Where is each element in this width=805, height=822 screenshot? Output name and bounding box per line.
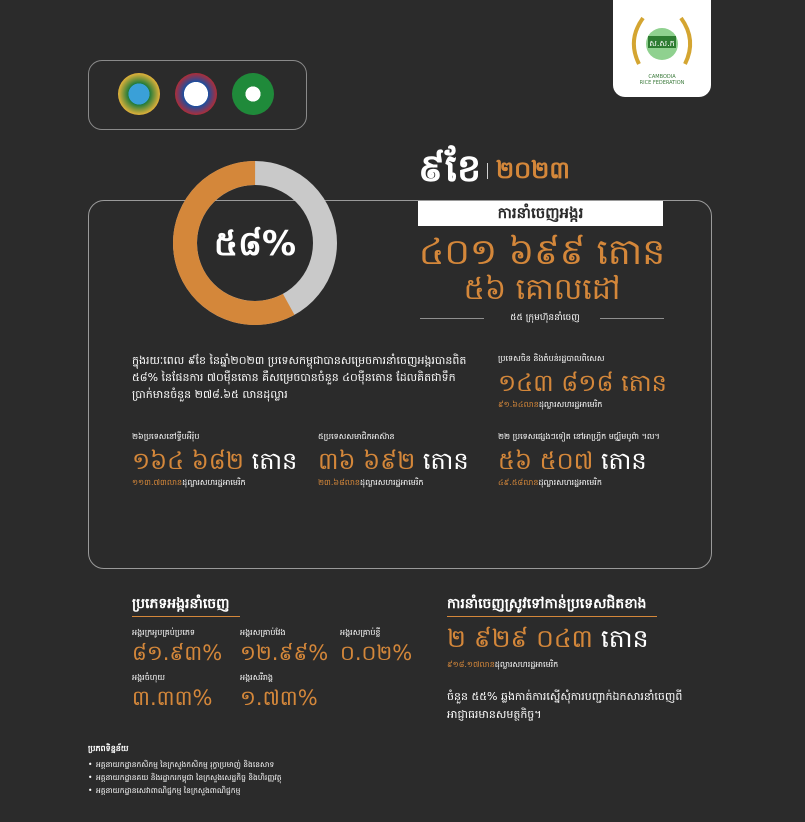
value-amount: ៩១៨.១៧លាន: [447, 660, 495, 669]
sources-title: ប្រភពទិន្នន័យ: [88, 744, 129, 753]
period-separator: [487, 163, 488, 179]
value-amount: ៤៩.៥៨លាន: [498, 478, 539, 487]
destination-label-other: ២២ ប្រទេសផ្សេងៗទៀត នៅអាហ្វ្រិក មជ្ឈិមបូព៌ា ។ល។: [498, 432, 660, 441]
value-unit: ដុល្លារសហរដ្ឋអាមេរិក: [494, 660, 559, 669]
destination-tonnes-other: [498, 446, 647, 476]
summary-paragraph: ក្នុងរយៈពេល ៩ខែ នៃឆ្នាំ២០២៣ ប្រទេសកម្ពុជាបានសម្រេចការនាំចេញអង្ករបានពិត ៥៨% នៃផែនការ ៧០ម៉ឺនតោន គឺសម្រេចបានចំនួន ៤០ម៉ឺនតោន ដែលគិតជាទឹកប្រាក់មានចំនួន ២៧៨.៦៥ លានដុល្លារ: [132, 354, 467, 401]
destination-label-europe: ២៦ប្រទេសនៅទ្វីបអឺរ៉ុប: [132, 432, 200, 441]
exporter-count: ៥៥ ក្រុមហ៊ុននាំចេញ: [510, 313, 580, 323]
green-trade-logo: [232, 73, 274, 115]
rice-type-value: ១.៧៣%: [240, 686, 318, 710]
value-amount: ៩១.៦៤លាន: [498, 400, 539, 409]
svg-text:ស.ស.ក: ស.ស.ក: [649, 39, 675, 48]
destination-value-asean: [318, 478, 423, 488]
destination-tonnes-europe: [132, 446, 297, 476]
rice-export-tonnes: ៤០១ ៦៩៩ តោន: [418, 232, 666, 273]
rice-federation-logo-icon: [613, 0, 711, 74]
value-unit: ដុល្លារសហរដ្ឋអាមេរិក: [360, 478, 424, 487]
period-months: ៩ខែ: [418, 146, 482, 190]
paddy-export-note: ចំនួន ៥៥% ឆ្លងកាត់ការស្នើសុំការបញ្ជាក់ឯកសារនាំចេញពីអាជ្ញាធរមានសមត្ថកិច្ច។: [447, 690, 683, 721]
destination-tonnes-china: [498, 368, 667, 398]
paddy-tonnes-value: ២ ៩២៩ ០៤៣: [447, 624, 593, 653]
rice-type-label: អង្ករសគ្រាប់វែង: [240, 628, 286, 637]
rice-type-label: អង្ករចំហុយ: [132, 673, 166, 682]
partner-logos-box: [88, 60, 307, 130]
divider-right: [600, 318, 664, 319]
source-item: • អគ្គនាយកដ្ឋានគយ និងរដ្ឋាករកម្ពុជា នៃក្រសួងសេដ្ឋកិច្ច និងហិរញ្ញវត្ថុ: [88, 771, 282, 784]
rice-type-value: ៨១.៩៣%: [132, 641, 223, 665]
destination-tonnes-unit: តោន: [251, 447, 298, 475]
source-item: • អគ្គនាយកដ្ឋានសេវាពាណិជ្ជកម្ម នៃក្រសួងពាណិជ្ជកម្ម: [88, 784, 282, 797]
ministry-of-commerce-logo: [175, 73, 217, 115]
destination-tonnes-unit: តោន: [621, 369, 667, 397]
paddy-export-value: [447, 660, 558, 670]
ministry-of-agriculture-logo: [118, 73, 160, 115]
rice-federation-card: [613, 0, 711, 97]
rice-types-underline: [132, 616, 240, 617]
divider-left: [420, 318, 484, 319]
paddy-export-tonnes: [447, 624, 648, 654]
rice-export-title: ការនាំចេញអង្ករ: [418, 201, 663, 226]
rice-type-value: ៣.៣៣%: [132, 686, 213, 710]
federation-name-line2: RICE FEDERATION: [639, 80, 685, 86]
destination-tonnes-value: ៥៦ ៥០៧: [498, 447, 594, 475]
rice-types-title: ប្រភេទអង្ករនាំចេញ: [132, 596, 230, 612]
destination-value-europe: [132, 478, 246, 488]
destination-tonnes-asean: [318, 446, 469, 476]
destination-value-china: [498, 400, 602, 410]
period-year: ២០២៣: [496, 156, 570, 184]
destination-tonnes-unit: តោន: [422, 447, 469, 475]
destination-value-other: [498, 478, 602, 488]
rice-type-label: អង្ករសរីរាង្គ: [240, 673, 274, 682]
value-unit: ដុល្លារសហរដ្ឋអាមេរិក: [538, 478, 602, 487]
source-item: • អគ្គនាយកដ្ឋានកសិកម្ម នៃក្រសួងកសិកម្ម រុក្ខាប្រមាញ់ និងនេសាទ: [88, 758, 282, 771]
destination-tonnes-value: ១៤៣ ៨១៨: [498, 369, 614, 397]
destination-tonnes-unit: តោន: [600, 447, 647, 475]
rice-export-target: ៥៦ គោលដៅ: [463, 272, 621, 307]
rice-type-value: ១២.៩៩%: [240, 641, 329, 665]
federation-name-line1: CAMBODIA: [648, 74, 676, 80]
value-amount: ១១៣.៧៣លាន: [132, 478, 183, 487]
progress-donut: [172, 160, 338, 326]
paddy-tonnes-unit: តោន: [600, 624, 649, 653]
paddy-export-underline: [447, 616, 657, 617]
value-unit: ដុល្លារសហរដ្ឋអាមេរិក: [182, 478, 246, 487]
rice-type-value: ០.០២%: [340, 641, 413, 665]
rice-type-label: អង្ករក្រអូបគ្រប់ប្រភេទ: [132, 628, 196, 637]
destination-tonnes-value: ៣៦ ៦៩២: [318, 447, 416, 475]
destination-label-asean: ៥ប្រទេសសមាជិកអាស៊ាន: [318, 432, 395, 441]
donut-percent-label: ៥៨%: [213, 224, 297, 264]
sources-list: [88, 758, 282, 797]
value-unit: ដុល្លារសហរដ្ឋអាមេរិក: [538, 400, 603, 409]
value-amount: ២៣.៦៨លាន: [318, 478, 360, 487]
paddy-export-title: ការនាំចេញស្រូវទៅកាន់ប្រទេសជិតខាង: [447, 596, 647, 612]
destination-label-china: ប្រទេសចិន និងតំបន់រដ្ឋបាលពិសេស: [498, 354, 605, 363]
rice-type-label: អង្ករសគ្រាប់ខ្លី: [340, 628, 381, 637]
destination-tonnes-value: ១៦៤ ៦៨២: [132, 447, 244, 475]
